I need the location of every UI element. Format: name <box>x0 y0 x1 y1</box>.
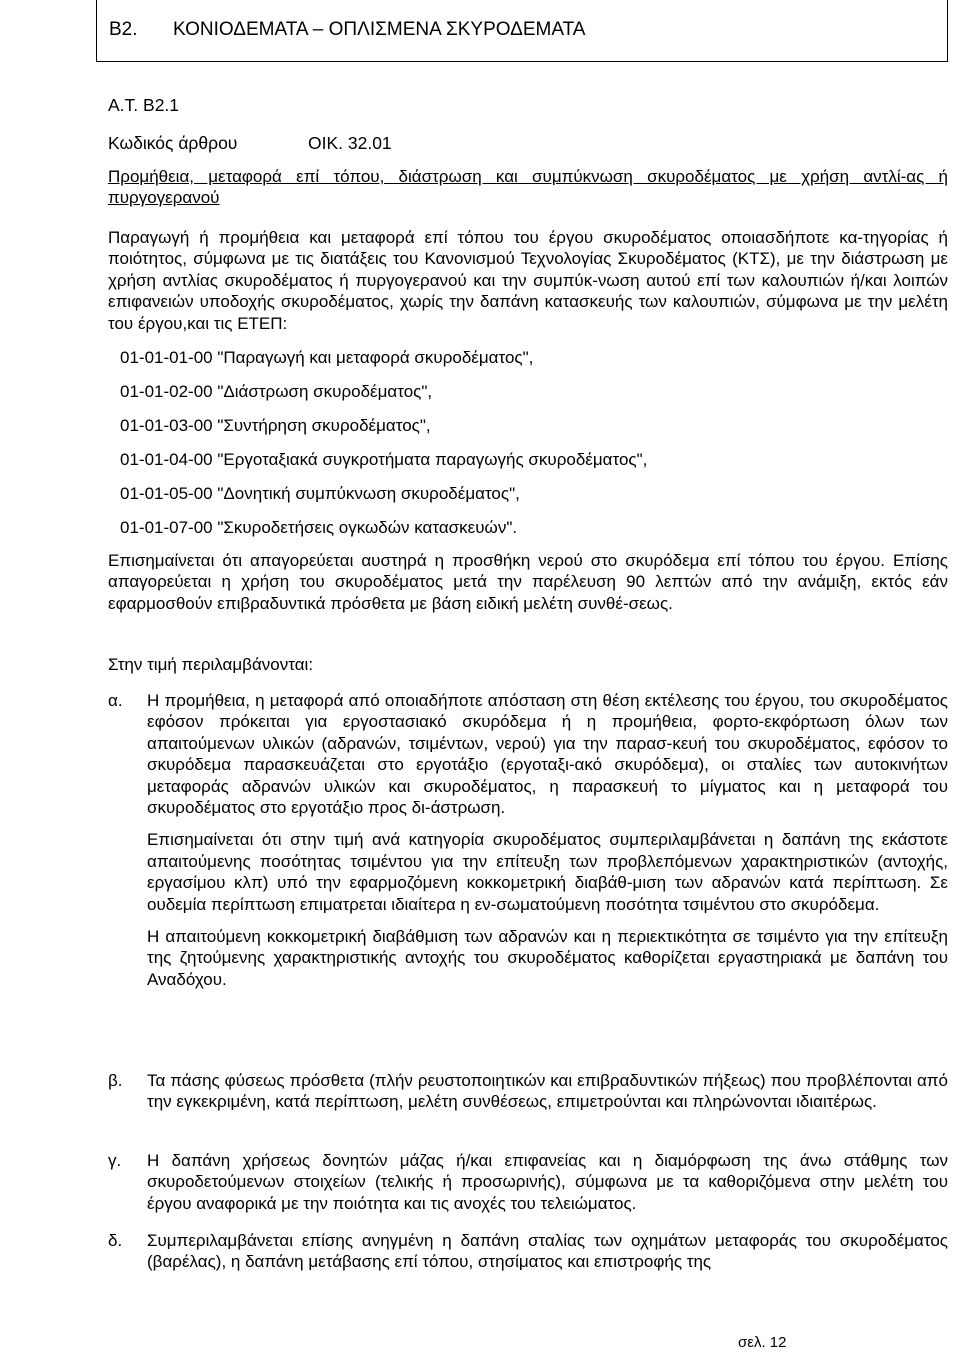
article-title-text: Προμήθεια, μεταφορά επί τόπου, διάστρωση και συμπύκνωση σκυροδέματος με χρήση αντλί-ας ή πυργογερανού <box>108 167 948 208</box>
note-text: Επισημαίνεται ότι απαγορεύεται αυστηρά η προσθήκη νερού στο σκυρόδεμα επί τόπου του έργου. Επίσης απαγορεύεται η χρήση του σκυροδέματος μετά την παρέλευση 90 λεπτών από την ανάμιξη, εκτός εάν εφαρμοσθούν επιβραδυντικά πρόσθετα με βάση ειδική μελέτη συνθέ-σεως. <box>108 551 948 613</box>
list-marker: α. <box>108 691 123 710</box>
list-item <box>108 690 948 1001</box>
article-code: ΟΙΚ. 32.01 <box>308 133 392 153</box>
article-description <box>108 227 948 334</box>
description-text: Παραγωγή ή προμήθεια και μεταφορά επί τόπου του έργου σκυροδέματος οποιασδήποτε κα-τηγορίας ή ποιότητος, σύμφωνα με τις διατάξεις του Κανονισμού Τεχνολογίας Σκυροδέματος (ΚΤΣ), με την διάστρωση με χρήση αντλίας σκυροδέματος ή πυργογερανού και την συμπύκ-νωση αυτού επί των καλουπιών ή/και λοιπών επιφανειών υποδοχής σκυροδέματος, χωρίς την δαπάνη κατασκευής των καλουπιών, σύμφωνα με την μελέτη του έργου,και τις ΕΤΕΠ: <box>108 228 948 333</box>
article-code-line <box>108 133 948 154</box>
etep-code-item: 01-01-04-00 "Εργοταξιακά συγκροτήματα παραγωγής σκυροδέματος", <box>120 450 648 469</box>
page-number: σελ. 12 <box>738 1334 787 1351</box>
etep-code-list <box>120 348 647 552</box>
section-title <box>109 19 585 41</box>
etep-code-item: 01-01-02-00 "Διάστρωση σκυροδέματος", <box>120 382 433 401</box>
etep-code-item: 01-01-03-00 "Συντήρηση σκυροδέματος", <box>120 416 431 435</box>
note-paragraph <box>108 550 948 614</box>
list-item <box>108 1070 948 1124</box>
article-label: Κωδικός άρθρου <box>108 133 238 153</box>
included-label: Στην τιμή περιλαμβάνονται: <box>108 655 314 674</box>
section-code: Β2. <box>109 19 138 40</box>
article-title <box>108 166 948 209</box>
at-line: Α.Τ. Β2.1 <box>108 95 180 115</box>
section-header <box>96 0 948 62</box>
list-paragraph: Επισημαίνεται ότι στην τιμή ανά κατηγορία σκυροδέματος συμπεριλαμβάνεται η δαπάνη της εκάστοτε απαιτούμενης ποσότητας τσιμέντου για την επίτευξη των προβλεπόμενων χαρακτηριστικών (αντοχής, εργασίμου κλπ) υπό την εφαρμοζόμενη κοκκομετρική διαβάθ-μιση των αδρανών κατά περίπτωση. Σε ουδεμία περίπτωση επιματρεται ιδιαίτερα η εν-σωματούμενη ποσότητα τσιμέντου στο σκυρόδεμα. <box>147 830 948 914</box>
list-paragraph: Τα πάσης φύσεως πρόσθετα (πλήν ρευστοποιητικών και επιβραδυντικών πήξεως) που προβλέπονται από την εγκεκριμένη, κατά περίπτωση, μελέτη συνθέσεως, επιμετρούνται και πληρώνονται ιδιαιτέρως. <box>147 1071 948 1112</box>
list-paragraph: Η προμήθεια, η μεταφορά από οποιαδήποτε απόσταση στη θέση εκτέλεσης του έργου, του σκυροδέματος εφόσον πρόκειται για εργοστασιακό σκυρόδεμα ή η προμήθεια, φορτο-εκφόρτωση όλων των απαιτούμενων υλικών (αδρανών, τσιμέντων, νερού) για την παρασ-κευή του σκυροδέματος, εφόσον το σκυρόδεμα παρασκευάζεται στο εργοτάξιο (εργοταξι-ακό σκυρόδεμα), οι σταλίες των αυτοκινήτων μεταφοράς αδρανών υλικών και σκυροδέματος, η παρασκευή το μίγματος και η μεταφορά του σκυροδέματος στο εργοτάξιο προς δι-άστρωση. <box>147 691 948 818</box>
list-marker: δ. <box>108 1231 123 1250</box>
list-paragraph: Η δαπάνη χρήσεως δονητών μάζας ή/και επιφανείας και η διαμόρφωση της άνω στάθμης των σκυροδετούμενων στοιχείων (τελικής ή προσωρινής), σύμφωνα με τα καθοριζόμενα στην μελέτη του έργου αναφορικά με την ποιότητα και τις ανοχές του τελειώματος. <box>147 1151 948 1213</box>
etep-code-item: 01-01-01-00 "Παραγωγή και μεταφορά σκυροδέματος", <box>120 348 534 367</box>
list-item <box>108 1230 948 1284</box>
list-paragraph: Συμπεριλαμβάνεται επίσης ανηγμένη η δαπάνη σταλίας των οχημάτων μεταφοράς του σκυροδέματος (βαρέλας), η δαπάνη μετάβασης επί τόπου, στησίματος και επιστροφής της <box>147 1231 948 1272</box>
list-item <box>108 1150 948 1225</box>
etep-code-item: 01-01-07-00 "Σκυροδετήσεις ογκωδών κατασκευών". <box>120 518 518 537</box>
list-paragraph: Η απαιτούμενη κοκκομετρική διαβάθμιση των αδρανών και η περιεκτικότητα σε τσιμέντο για την επίτευξη της ζητούμενης χαρακτηριστικής αντοχής του σκυροδέματος καθορίζεται εργαστηριακά με δαπάνη του Αναδόχου. <box>147 927 948 989</box>
list-marker: γ. <box>108 1151 122 1170</box>
list-marker: β. <box>108 1071 123 1090</box>
etep-code-item: 01-01-05-00 "Δονητική συμπύκνωση σκυροδέματος", <box>120 484 520 503</box>
section-title-text: ΚΟΝΙΟΔΕΜΑΤΑ – ΟΠΛΙΣΜΕΝΑ ΣΚΥΡΟΔΕΜΑΤΑ <box>173 19 586 40</box>
